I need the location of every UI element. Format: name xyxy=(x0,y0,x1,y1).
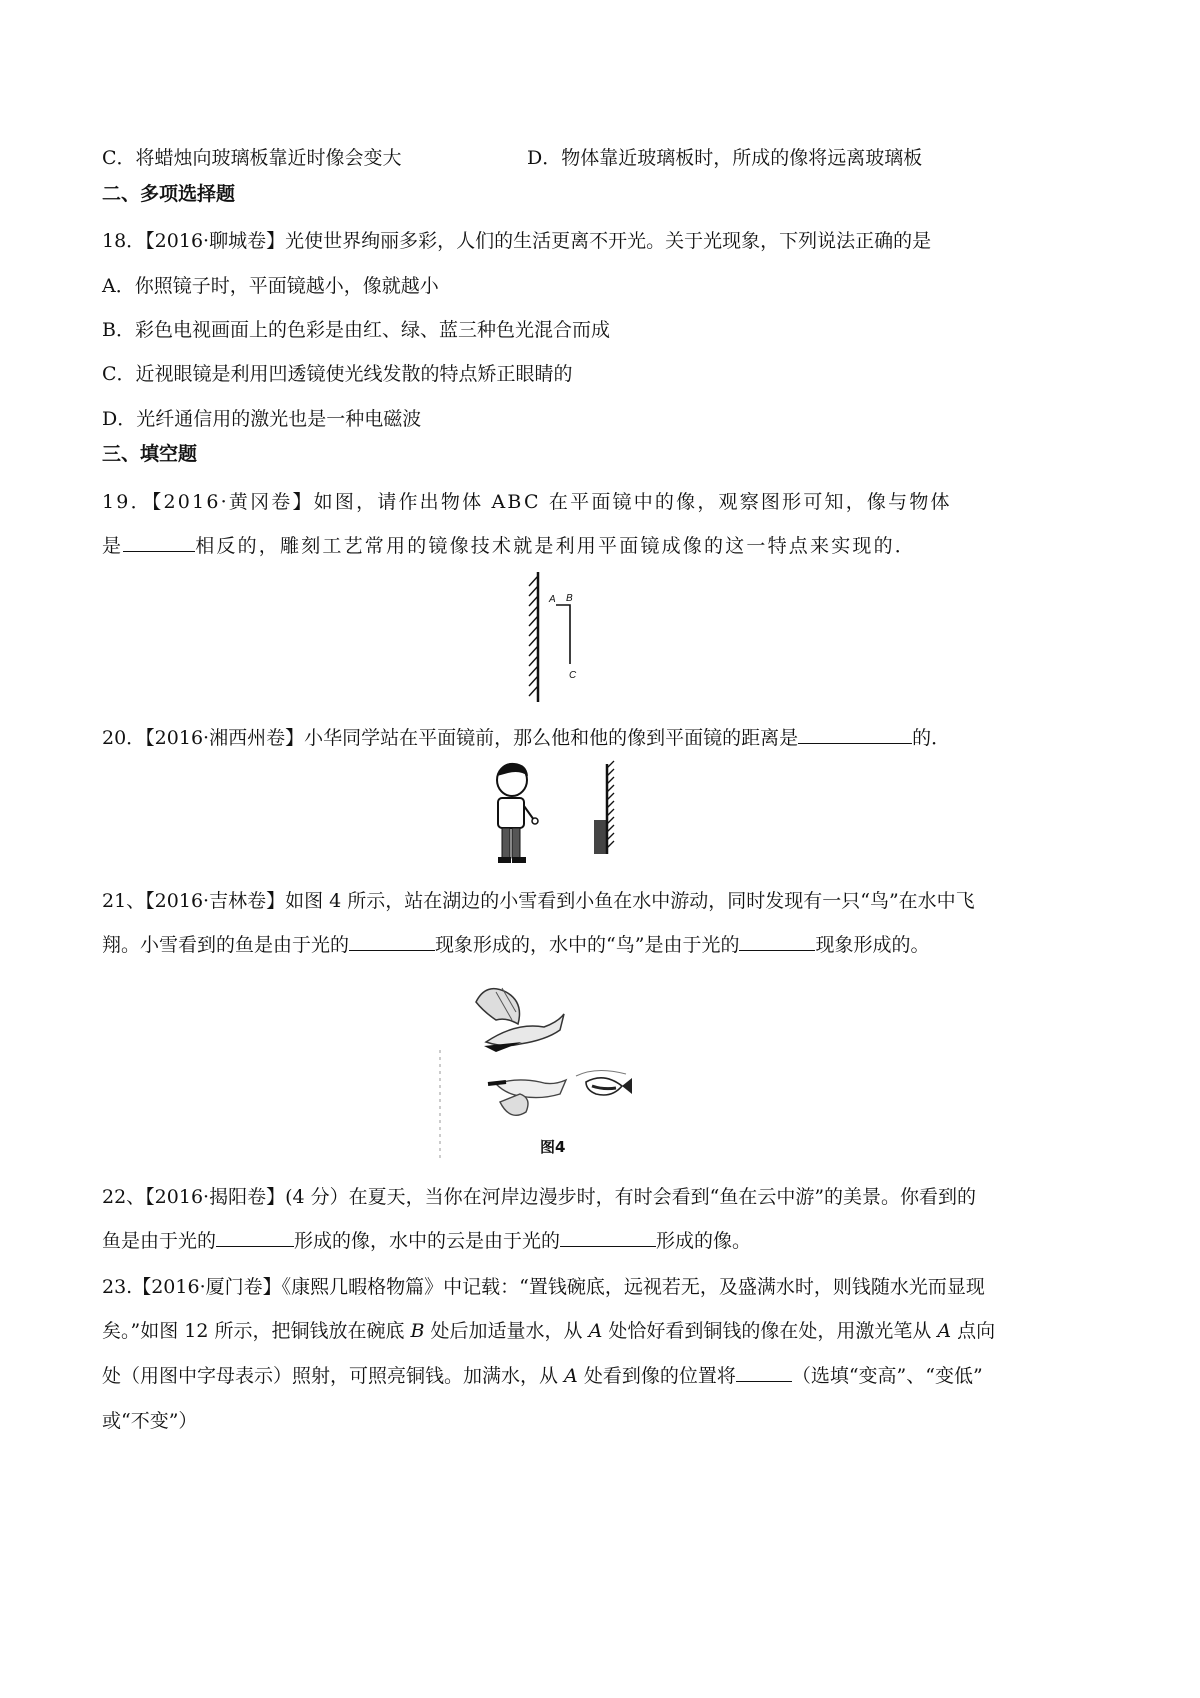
q22-line2 xyxy=(102,1226,751,1253)
q19-line2-pre: 是 xyxy=(102,535,124,557)
q18-option-c: C．近视眼镜是利用凹透镜使光线发散的特点矫正眼睛的 xyxy=(102,363,573,385)
q20-text-pre: 20．【2016·湘西州卷】小华同学站在平面镜前，那么他和他的像到平面镜的距离是 xyxy=(102,727,799,749)
q18-option-d: D．光纤通信用的激光也是一种电磁波 xyxy=(102,408,422,430)
q21-line2-c: 现象形成的。 xyxy=(815,934,930,956)
q21-bird-fish-figure xyxy=(436,962,646,1162)
boy-body xyxy=(498,798,524,828)
q19-line2-post: 相反的，雕刻工艺常用的镜像技术就是利用平面镜成像的这一特点来实现的． xyxy=(195,535,917,557)
q21-line2 xyxy=(102,930,929,957)
q22-line1: 22、【2016·揭阳卷】(4 分）在夏天，当你在河岸边漫步时，有时会看到“鱼在云中游”的美景。你看到的 xyxy=(102,1186,977,1208)
mirror-base xyxy=(594,820,607,854)
reflection-bird xyxy=(496,1080,566,1098)
q21-line2-a: 翔。小雪看到的鱼是由于光的 xyxy=(102,934,350,956)
q20-line xyxy=(102,723,950,750)
section-title-fill-in: 三、填空题 xyxy=(102,443,198,465)
q18-option-a: A．你照镜子时，平面镜越小，像就越小 xyxy=(102,275,439,297)
q19-answer-blank[interactable] xyxy=(123,533,195,552)
q19-line1: 19．【2016·黄冈卷】如图，请作出物体 ABC 在平面镜中的像，观察图形可知，像与物体 xyxy=(102,491,952,513)
q20-answer-blank[interactable] xyxy=(798,725,912,744)
q23-line2-a: 矣。”如图 12 所示，把铜钱放在碗底 xyxy=(102,1320,411,1342)
q23-line2-e: 处恰好看到铜钱的像在处，用激光笔从 xyxy=(602,1320,938,1342)
q23-line3-c: 处看到像的位置将 xyxy=(577,1365,736,1387)
q23-letter-b: B xyxy=(410,1320,425,1342)
q19-label-a: A xyxy=(549,594,556,605)
q23-line1: 23.【2016·厦门卷】《康熙几暇格物篇》中记载：“置钱碗底，远视若无，及盛满水时，则钱随水光而显现 xyxy=(102,1276,985,1298)
q17-option-d: D．物体靠近玻璃板时，所成的像将远离玻璃板 xyxy=(527,147,923,169)
q21-answer-blank-2[interactable] xyxy=(739,932,815,951)
q23-line3-d: （选填“变高”、“变低” xyxy=(791,1365,983,1387)
section-title-multiple-choice: 二、多项选择题 xyxy=(102,183,236,205)
q23-line3-a: 处（用图中字母表示）照射，可照亮铜钱。加满水，从 xyxy=(102,1365,565,1387)
q20-boy-mirror-figure xyxy=(478,758,628,870)
q23-letter-a-1: A xyxy=(588,1320,603,1342)
q22-line2-c: 形成的像。 xyxy=(656,1230,752,1252)
q18-stem: 18．【2016·聊城卷】光使世界绚丽多彩，人们的生活更离不开光。关于光现象，下列说法正确的是 xyxy=(102,230,932,252)
q19-label-b: B xyxy=(566,593,573,604)
q22-line2-b: 形成的像，水中的云是由于光的 xyxy=(294,1230,561,1252)
fish xyxy=(586,1078,622,1095)
q22-line2-a: 鱼是由于光的 xyxy=(102,1230,217,1252)
q23-line2-c: 处后加适量水，从 xyxy=(424,1320,589,1342)
q20-text-post: 的． xyxy=(912,727,951,749)
q19-line2 xyxy=(102,531,916,558)
q17-option-c: C．将蜡烛向玻璃板靠近时像会变大 xyxy=(102,147,402,169)
q23-line2-g: 点向 xyxy=(951,1320,996,1342)
q23-line3 xyxy=(102,1361,983,1388)
q23-letter-a-3: A xyxy=(564,1365,578,1387)
q23-line4: 或“不变”） xyxy=(102,1410,198,1432)
q22-answer-blank-2[interactable] xyxy=(560,1228,656,1247)
q18-option-b: B．彩色电视画面上的色彩是由红、绿、蓝三种色光混合而成 xyxy=(102,319,610,341)
q21-answer-blank-1[interactable] xyxy=(349,932,435,951)
q21-figure-caption: 图4 xyxy=(540,1138,566,1156)
q21-line1: 21、【2016·吉林卷】如图 4 所示，站在湖边的小雪看到小鱼在水中游动，同时发现有一只“鸟”在水中飞 xyxy=(102,890,975,912)
q19-mirror-figure xyxy=(512,570,592,705)
q23-line2 xyxy=(102,1316,995,1343)
q19-label-c: C xyxy=(569,670,577,681)
q21-line2-b: 现象形成的，水中的“鸟”是由于光的 xyxy=(435,934,740,956)
q22-answer-blank-1[interactable] xyxy=(216,1228,294,1247)
q23-letter-a-2: A xyxy=(937,1320,952,1342)
q23-answer-blank[interactable] xyxy=(736,1363,792,1382)
